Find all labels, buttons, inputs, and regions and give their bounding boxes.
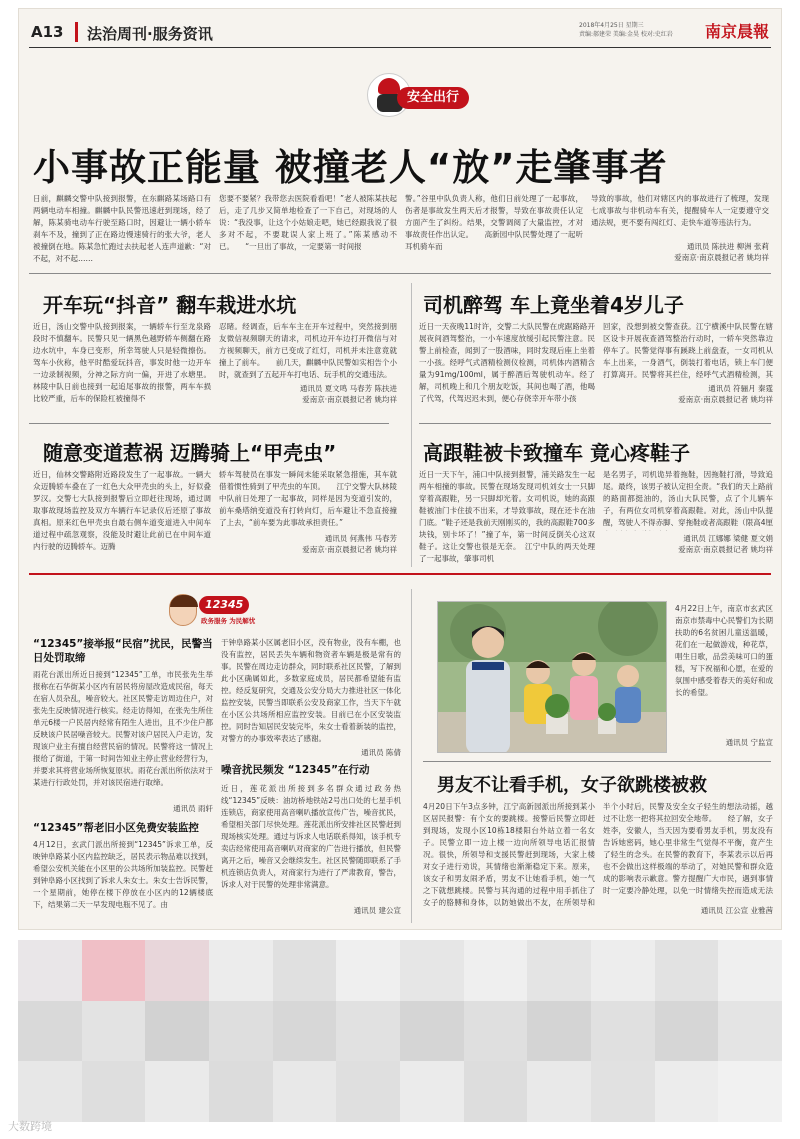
newspaper-page	[18, 8, 782, 930]
hotline-headline-1: “12345”接举报“民宿”扰民，民警当日处罚取缔	[33, 638, 213, 664]
page-header	[19, 9, 781, 47]
tiktok-byline: 通讯员 夏文鸣 马春芳 陈扶进 爱南京·南京晨报记者 姚均祥	[299, 384, 397, 404]
issue-date: 2018年4月25日 星期三	[579, 22, 644, 29]
photo-byline: 通讯员 宁监宣	[725, 738, 773, 747]
drunk-headline: 司机醉驾 车上竟坐着4岁儿子	[423, 293, 684, 317]
hotline-headline-3: 噪音扰民频发 “12345”在行动	[221, 764, 370, 776]
hotline-headline-2: “12345”帮老旧小区免费安装监控	[33, 822, 199, 834]
jump-col-1: 4月20日下午3点多钟，江宁高新园派出所接到某小区居民报警：有个女的要跳楼。接警后民警立即赶到现场，发现小区10栋18楼阳台外站立着一名女子。民警立即一边上楼一边向所领导电话汇报情况。很快，所领导和支援民警赶到现场，大家上楼对女子进行劝说，其情绪也渐渐稳定下来。原来，该女子和男友闹矛盾，男友不让她看手机，她一气之下就想跳楼。民警与其沟通的过程中用手抓住了女子的胳膊和身体，以防她做出不友，在所领导和	[423, 802, 595, 907]
divider	[423, 761, 771, 762]
page-number: A13	[31, 23, 64, 41]
lead-col-4: 导致的事故，他们对辖区内的事故进行了梳理，发现七成事故与非机动车有关，提醒骑车人一定要遵守交通法规，更不要有闯红灯、走快车道等违法行为。	[591, 194, 769, 227]
column-divider	[411, 589, 412, 923]
tiktok-headline: 开车玩“抖音” 翻车栽进水坑	[43, 293, 297, 317]
drunk-byline: 通讯员 符骊月 秦霆 爱南京·南京晨报记者 姚均祥	[678, 384, 773, 404]
jump-col-2: 半个小时后，民警及安全女子轻生的想法动摇，越过不让您一把将其拉回安全地带。 经了解，女子姓李，安徽人，当天因为要看男友手机，男友没有告诉她密码，她心里非常生气觉得不平衡，竟产生了轻生的念头。在民警的教育下，李某表示以后再也不会做出这样极端的举动了，对她民警和群众造成的影响表示歉意。警方提醒广大市民，遇到事情时一定要冷静处理，以免一时情绪失控而造成无法	[603, 802, 773, 895]
editors: 责编:郝建荣 美编:金昊 校对:史红岩	[579, 31, 673, 38]
tiktok-col-1: 近日，汤山交警中队接到报案，一辆轿车行至龙泉路段时不慎翻车。民警只见一辆黑色越野轿车侧翻在路边水坑中，车身已变形，所幸驾驶人只是轻微擦伤。驾车小伙称，他平时酷爱玩抖音，事发时他一边开车一边录制视频，分神之际方向一偏，开进了水塘里。林陵中队日前也接到一起追尾事故的报警，两车车损比较严重，后车的保险杠被撞得不	[33, 322, 211, 403]
hotline-12345-badge	[169, 594, 277, 634]
hotline-text-1: 雨花台派出所近日接到“12345”工单，市民张先生举报称在石华街某小区内有居民将房屋改造成民宿，每天在宿人员杂乱，噪音较大。社区民警走访周边住户，对张先生反映情况进行核实。经走访得知，在张先生所住单元6楼一户民居内经常有陌生人进出，且不少住户都反映该户民居噪音较大。民警对该户居民入户走访，发现该户业主有擅自经营民宿的情况。民警将这一情况上报给了街道，于第一时间告知业主停止营业经营行为，并要求其将营业场所恢复原状。雨花台派出所依法对于某进行行政处罚，并对该民宿进行取缔。	[33, 670, 213, 787]
heels-col-1: 近日一天下午，浦口中队接到报警，浦关路发生一起两车相撞的事故。民警在现场发现司机刘女士一只脚穿着高跟鞋，另一只脚却光着。女司机说，她的高跟鞋被油门卡住拔不出来，才导致事故，现在还卡在油门底。“鞋子还是我前天刚刚买的，我的高跟鞋700多块钱，别卡坏了！”撞了车，第一时间反倒关心这双鞋子。这让交警也很是无奈。 江宁中队的两天处理了一起事故，肇事司机	[419, 470, 595, 563]
hotline-tagline: 政务服务 为民解忧	[201, 617, 256, 625]
hair-icon	[170, 595, 198, 607]
jump-byline: 通讯员 江公宣 业雅茜	[700, 906, 773, 915]
section-title: 法治周刊·服务资讯	[87, 25, 213, 43]
children-photo	[437, 601, 667, 753]
header-meta	[579, 21, 689, 39]
heels-byline: 通讯员 江娜娜 梁健 夏文娟 爱南京·南京晨报记者 姚均祥	[678, 534, 773, 554]
drunk-col-1: 近日一天夜晚11时许，交警二大队民警在虎踞路路开展夜间酒驾整治，一小车速度放缓引起民警注意。民警上前检查，闻到了一股酒味，同时发现后座上坐着一小孩。经呼气式酒精检测仪检测，司机体内酒精含量为91mg/100ml，属于醉酒后驾驶机动车。经了解，司机晚上和几个朋友吃饭，其间也喝了酒，他喝了代驾，代驾迟迟未到，便心存侥幸开车带小孩	[419, 322, 595, 403]
lead-col-3: 警。”谷里中队负责人称，他们日前处理了一起事故，伤者是事故发生两天后才报警，导致在事故责任认定方面产生了纠纷。结果，交警调阅了大量监控，才对事故责任作出认定。 高新园中队民警处理了一起听耳机骑车而	[405, 194, 583, 251]
divider	[29, 423, 389, 424]
hotline-text-2: 4月12日，玄武门派出所接到“12345”诉求工单，反映钟阜路某小区内监控缺乏，居民表示物品难以找到，希望公安机关能在小区里的公共场所加装监控。民警赶到钟阜路小区找到了诉求人朱女士。朱女士告诉民警，一个星期前，她停在楼下停放在小区内的12辆楼底下，结果第二天一早发现电瓶不见了。由	[33, 840, 213, 909]
watermark: 大数跨境	[8, 1120, 52, 1133]
badge-label: 安全出行	[397, 87, 469, 109]
header-rule	[29, 47, 771, 48]
operator-avatar-icon	[169, 594, 197, 626]
divider	[29, 273, 771, 274]
header-accent-bar	[75, 22, 78, 42]
heels-col-2: 是名男子，司机诡异着拖鞋，因拖鞋打滑，导致追尾。最终，该男子被认定担全责。“我们的天上路前的路面都挺油的，汤山大队民警，点了个儿辆车子，有两位女司机穿着高跟鞋。对此，汤山中队提醒，驾驶人不得赤脚、穿拖鞋或者高跟鞋（限高4厘	[603, 470, 773, 527]
section-red-rule	[29, 573, 771, 575]
lane-col-2: 轿车驾驶员在事发一瞬间未能采取紧急措施，其车就借着惯性骑到了甲壳虫的车顶。 江宁交警大队林陵中队前日处理了一起事故，同样是因为变道引发的，前车桑塔纳变道没有打转向灯，后车避让不急直接撞了上去，“前车要为此事故承担责任。”	[219, 470, 397, 527]
lead-col-2: 您要不要紧？我带您去医院看看吧！”老人被陈某扶起后，走了几步又简单地检查了一下自己，对现场的人说：“我没事，让这个小姑娘走吧，她已经跟我说了很多对不起，不要耽误人家上班了。”陈某感动不已。 “一旦出了事故，一定要第一时间报	[219, 194, 397, 251]
photo-caption: 4月22日上午，南京市玄武区南京市禁毒中心民警们为长期扶助的6名贫困儿童送温暖，花们在一起做游戏，种花草，唱生日歌，品尝美味可口的蛋糕，写下祝福和心愿，在爱的氛围中感受着春天的美好和成长的希望。	[675, 604, 773, 697]
lead-headline: 小事故正能量 被撞老人“放”走肇事者	[33, 146, 668, 189]
lead-byline: 通讯员 陈扶进 柳洲 张莉 爱南京·南京晨报记者 姚均祥	[674, 242, 769, 262]
helmet-icon	[378, 78, 400, 94]
tiktok-col-2: 忍睹。经调查，后车车主在开车过程中，突然接到朋友微信视频聊天的请求，司机边开车边打开微信与对方视频聊天，前方已变成了红灯，司机并未注意竟就撞上了前车。 前几天，麒麟中队民警如实相告个小时，就查到了五起开车打电话、玩手机的交通违法。	[219, 322, 397, 379]
heels-headline: 高跟鞋被卡致撞车 竟心疼鞋子	[423, 441, 690, 465]
photo-illustration	[438, 602, 667, 753]
blurred-ad-region	[18, 940, 782, 1122]
safety-travel-badge	[367, 73, 487, 119]
hotline-byline-1: 通讯员 雨轩	[173, 804, 213, 813]
jump-headline: 男友不让看手机，女子欲跳楼被救	[437, 775, 707, 796]
lane-byline: 通讯员 何燕伟 马春芳 爱南京·南京晨报记者 姚均祥	[302, 534, 397, 554]
hotline-text-3: 于钟阜路某小区属老旧小区，没有物业，没有车棚，也没有监控，居民丢失车辆和物资者车辆是极是常有的事。民警在周边走访群众，同时联系社区民警，了解到此小区确属如此，多数家庭成员，居民都希望能有监控。经反复研究，交通及公安分局大力推进社区一体化监控安装，民警当即联系公安及商家工作，当天下午就在小区公共场所相应监控安装。目前已在小区安装监控。同时告知居民安装完毕，朱女士看着新装的监控，对警方的办事效率表达了感谢。	[221, 638, 401, 743]
newspaper-logo: 南京晨報	[704, 22, 769, 41]
lane-headline: 随意变道惹祸 迈腾骑上“甲壳虫”	[43, 441, 337, 465]
hotline-text-4: 近日，莲花派出所接到多名群众通过政务热线“12345”反映：油坊桥地铁站2号出口处的七星手机连锁店，商家使用高音喇叭播放宣传广告，噪音扰民，希望相关部门尽快处理。莲花派出所安排社区民警赶到现场核实处理。通过与诉求人电话联系得知，该手机专卖店经常使用高音喇叭对商家的广告进行播放，但民警离开之后，噪音又会继续发生。社区民警随即联系了手机连锁店负责人，对商家行为进行了严肃教育，警告，诉求人对于民警的处理非常满意。	[221, 784, 401, 889]
hotline-number: 12345	[199, 596, 249, 614]
hotline-byline-4: 通讯员 建公宣	[353, 906, 401, 915]
lane-col-1: 近日，仙林交警路附近路段发生了一起事故。一辆大众迈腾轿车叠在了一红色大众甲壳虫的头上，好似叠罗汉。交警七大队接到报警后立即赶往现场，通过调取事故现场监控及双方车辆行车记录仪后还原了事故真相。原来红色甲壳虫自最右侧车道变道进入中间车道过程中疏忽观察，没能及时避让此前已在中间车道内行驶的迈腾轿车。迈腾	[33, 470, 211, 551]
drunk-col-2: 回家，没想到被交警查获。江宁横溪中队民警在辖区设卡开展夜查酒驾整治行动时，一轿车突然靠边停车了。民警觉得事有蹊跷上前盘查，一女司机从车上出来，一身酒气，倒装打着电话，锁上车门便打算离开。民警将其拦住，经呼气式酒精检测，其	[603, 322, 773, 379]
hotline-byline-3: 通讯员 陈倩	[361, 748, 401, 757]
column-divider	[411, 283, 412, 567]
divider	[419, 423, 771, 424]
lead-col-1: 日前，麒麟交警中队接到报警，在东麒路某场路口有两辆电动车相撞。麒麟中队民警迅速赶到现场，经了解，陈某骑电动车行驶至路口时，因避让一辆小轿车刹车不及，撞到了正在路边慢速骑行的张大爷，老人被撞倒在地。陈某急忙跑过去扶起老人连声道歉：“对不起，对不起……	[33, 194, 211, 263]
